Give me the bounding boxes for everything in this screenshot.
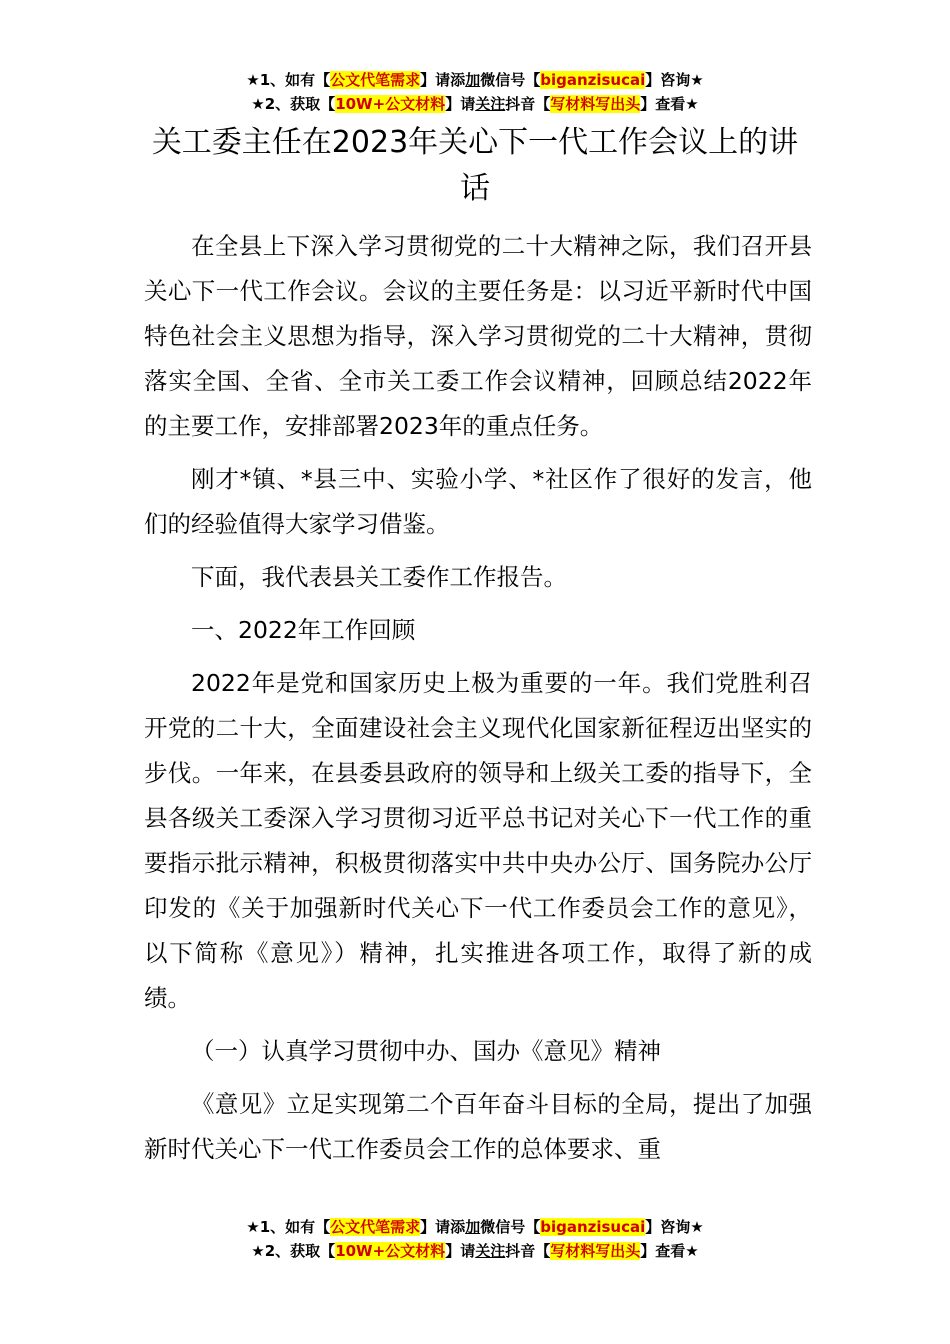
banner-text: 】咨询★ <box>645 71 704 89</box>
banner-underline: 关注 <box>475 1242 506 1260</box>
bottom-banner <box>0 1215 950 1263</box>
banner-text: 】查看★ <box>640 1242 699 1260</box>
subsection-heading: （一）认真学习贯彻中办、国办《意见》精神 <box>191 1037 661 1065</box>
banner-highlight: 写材料写出头 <box>550 1242 641 1260</box>
banner-text: 抖音【 <box>505 1242 551 1260</box>
paragraph: 刚才*镇、*县三中、实验小学、*社区作了很好的发言，他们的经验值得大家学习借鉴。 <box>144 465 812 538</box>
banner-text: 】请 <box>445 95 476 113</box>
paragraph: 2022年是党和国家历史上极为重要的一年。我们党胜利召开党的二十大，全面建设社会主义现代化国家新征程迈出坚实的步伐。一年来，在县委县政府的领导和上级关工委的指导下，全县各级关工委深入学习贯彻习近平总书记对关心下一代工作的重要指示批示精神，积极贯彻落实中共中央办公厅、国务院办公厅印发的《关于加强新时代关心下一代工作委员会工作的意见》，以下简称《意见》）精神，扎实推进各项工作，取得了新的成绩。 <box>144 669 812 1012</box>
banner-text: 】查看★ <box>640 95 699 113</box>
banner-underline: 加 <box>465 1218 481 1236</box>
banner-text: ★2、获取【 <box>251 95 336 113</box>
banner-highlight: 10W+公文材料 <box>335 95 446 113</box>
banner-text: 】请添 <box>420 71 466 89</box>
banner-highlight: biganzisucai <box>540 1218 646 1236</box>
document-title: 关工委主任在2023年关心下一代工作会议上的讲话 <box>151 125 799 206</box>
top-banner <box>0 68 950 116</box>
banner-text: ★1、如有【 <box>246 1218 331 1236</box>
banner-line-2 <box>0 92 950 116</box>
banner-text: 】请 <box>445 1242 476 1260</box>
banner-text: 微信号【 <box>480 71 541 89</box>
banner-text: 】咨询★ <box>645 1218 704 1236</box>
banner-text: ★1、如有【 <box>246 71 331 89</box>
banner-line-1 <box>0 68 950 92</box>
banner-underline: 关注 <box>475 95 506 113</box>
section-heading: 一、2022年工作回顾 <box>191 616 416 644</box>
banner-highlight: 写材料写出头 <box>550 95 641 113</box>
banner-text: ★2、获取【 <box>251 1242 336 1260</box>
banner-highlight: 10W+公文材料 <box>335 1242 446 1260</box>
paragraph: 下面，我代表县关工委作工作报告。 <box>191 563 567 591</box>
banner-line-2 <box>0 1239 950 1263</box>
banner-highlight: 公文代笔需求 <box>330 71 421 89</box>
banner-line-1 <box>0 1215 950 1239</box>
banner-highlight: biganzisucai <box>540 71 646 89</box>
banner-highlight: 公文代笔需求 <box>330 1218 421 1236</box>
banner-text: 微信号【 <box>480 1218 541 1236</box>
paragraph: 在全县上下深入学习贯彻党的二十大精神之际，我们召开县关心下一代工作会议。会议的主要任务是：以习近平新时代中国特色社会主义思想为指导，深入学习贯彻党的二十大精神，贯彻落实全国、全省、全市关工委工作会议精神，回顾总结2022年的主要工作，安排部署2023年的重点任务。 <box>144 232 812 440</box>
document-body <box>144 224 812 1180</box>
banner-text: 抖音【 <box>505 95 551 113</box>
banner-underline: 加 <box>465 71 481 89</box>
paragraph: 《意见》立足实现第二个百年奋斗目标的全局，提出了加强新时代关心下一代工作委员会工作的总体要求、重 <box>144 1090 812 1163</box>
banner-text: 】请添 <box>420 1218 466 1236</box>
